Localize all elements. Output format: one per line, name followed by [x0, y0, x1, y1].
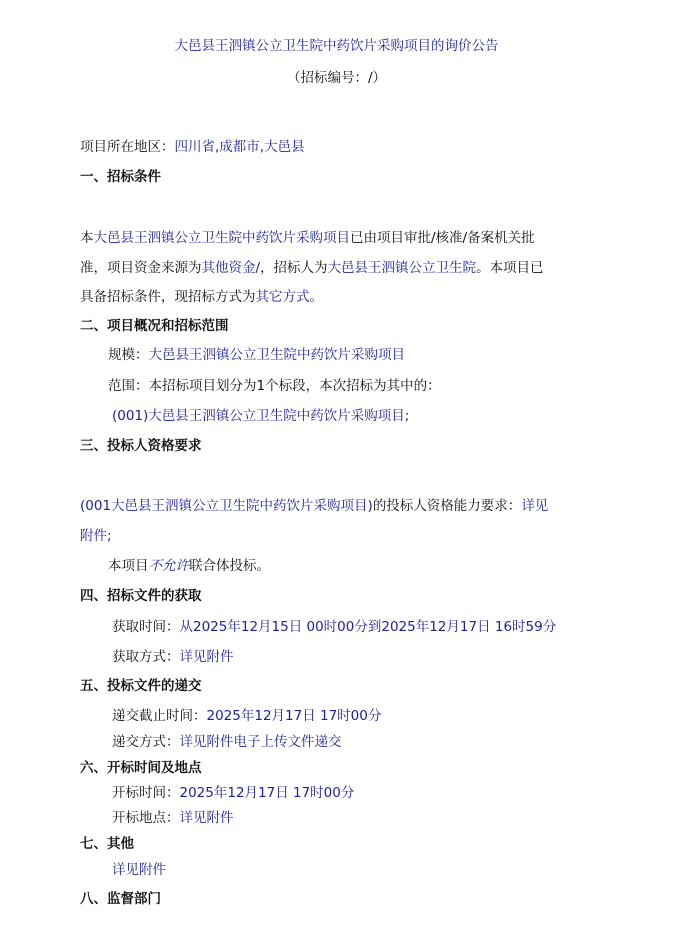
lot-item: (001)大邑县王泗镇公立卫生院中药饮片采购项目; — [112, 408, 410, 424]
opening-time-line — [112, 783, 354, 803]
submit-method-label: 递交方式： — [112, 734, 180, 750]
scale-value: 大邑县王泗镇公立卫生院中药饮片采购项目 — [148, 347, 405, 363]
other-text: 详见附件 — [112, 862, 166, 878]
submit-method-line — [112, 732, 342, 752]
qualification-line-1 — [80, 496, 548, 516]
obtain-time-value: 从2025年12月15日 00时00分到2025年12月17日 16时59分 — [179, 619, 557, 635]
section-2-heading: 二、项目概况和招标范围 — [80, 318, 229, 334]
project-name: 大邑县王泗镇公立卫生院中药饮片采购项目 — [93, 230, 350, 246]
page-title: 大邑县王泗镇公立卫生院中药饮片采购项目的询价公告 — [174, 38, 499, 54]
text: 。本项目已 — [476, 260, 544, 276]
fund-source: 其他资金/ — [201, 260, 261, 276]
joint-bid-status: 不允许 — [148, 558, 189, 574]
bid-method: 其它方式 — [255, 289, 310, 305]
scale-line — [108, 345, 405, 365]
obtain-time-line — [112, 617, 556, 637]
section-8-heading: 八、监督部门 — [80, 891, 161, 907]
scale-label: 规模： — [108, 347, 149, 363]
opening-place-value: 详见附件 — [179, 810, 234, 826]
region-value: 四川省,成都市,大邑县 — [174, 139, 305, 155]
submit-deadline-value: 2025年12月17日 17时00分 — [206, 708, 382, 724]
text: 的投标人资格能力要求： — [372, 498, 522, 514]
text: 本 — [80, 230, 94, 246]
opening-time-value: 2025年12月17日 17时00分 — [179, 785, 355, 801]
joint-bid-line — [108, 556, 270, 576]
section-7-heading: 七、其他 — [80, 836, 134, 852]
text: 已由项目审批/核准/备案机关批 — [350, 230, 535, 246]
section-4-heading: 四、招标文件的获取 — [80, 588, 202, 604]
text: 具备招标条件，现招标方式为 — [80, 289, 256, 305]
obtain-time-label: 获取时间： — [112, 619, 180, 635]
opening-time-label: 开标时间： — [112, 785, 180, 801]
sec1-paragraph-line-3 — [80, 287, 323, 307]
sec1-paragraph-line-1 — [80, 228, 535, 248]
obtain-method-label: 获取方式： — [112, 649, 180, 665]
obtain-method-line — [112, 647, 234, 667]
range-line: 范围：本招标项目划分为1个标段，本次招标为其中的： — [108, 378, 441, 394]
qualification-line-2: 附件; — [80, 528, 112, 544]
region-label: 项目所在地区： — [80, 139, 175, 155]
section-3-heading: 三、投标人资格要求 — [80, 438, 202, 454]
section-5-heading: 五、投标文件的递交 — [80, 678, 202, 694]
lot-reference: (001大邑县王泗镇公立卫生院中药饮片采购项目) — [80, 498, 373, 514]
see-attachment: 详见 — [521, 498, 549, 514]
bid-number: （招标编号：/） — [286, 70, 387, 86]
project-region — [80, 137, 305, 157]
section-1-heading: 一、招标条件 — [80, 169, 161, 185]
text: 联合体投标。 — [189, 558, 270, 574]
sec1-paragraph-line-2 — [80, 258, 544, 278]
text: ，招标人为 — [260, 260, 328, 276]
obtain-method-value: 详见附件 — [179, 649, 234, 665]
section-6-heading: 六、开标时间及地点 — [80, 760, 202, 776]
text: 。 — [309, 289, 323, 305]
tenderer-name: 大邑县王泗镇公立卫生院 — [327, 260, 477, 276]
submit-deadline-label: 递交截止时间： — [112, 708, 207, 724]
text: 准，项目资金来源为 — [80, 260, 202, 276]
submit-method-value: 详见附件电子上传文件递交 — [179, 734, 342, 750]
opening-place-label: 开标地点： — [112, 810, 180, 826]
submit-deadline-line — [112, 706, 381, 726]
opening-place-line — [112, 808, 234, 828]
text: 本项目 — [108, 558, 149, 574]
